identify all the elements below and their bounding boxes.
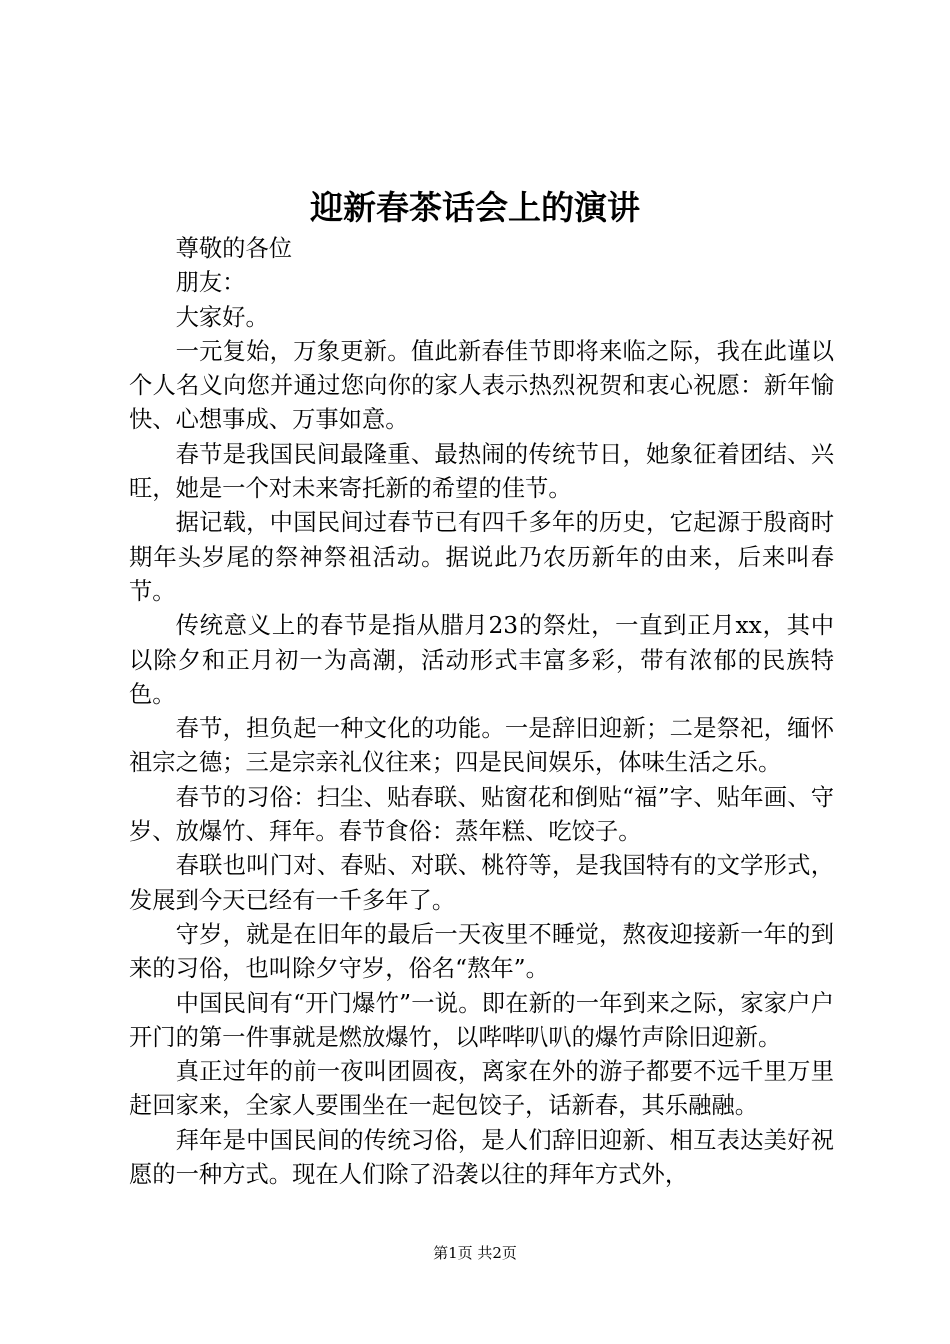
paragraph: 尊敬的各位 (175, 235, 293, 262)
paragraph: 中国民间有“开门爆竹”一说。即在新的一年到来之际，家家户户开门的第一件事就是燃放爆竹，以哔哔叭叭的爆竹声除旧迎新。 (129, 989, 834, 1051)
paragraph: 春节的习俗：扫尘、贴春联、贴窗花和倒贴“福”字、贴年画、守岁、放爆竹、拜年。春节食俗：蒸年糕、吃饺子。 (129, 783, 834, 846)
paragraph: 大家好。 (175, 303, 269, 331)
paragraph: 一元复始，万象更新。值此新春佳节即将来临之际，我在此谨以个人名义向您并通过您向你的家人表示热烈祝贺和衷心祝愿：新年愉快、心想事成、万事如意。 (129, 337, 834, 434)
document-body (129, 232, 834, 1192)
paragraph: 春节，担负起一种文化的功能。一是辞旧迎新；二是祭祀，缅怀祖宗之德；三是宗亲礼仪往来；四是民间娱乐，体味生活之乐。 (129, 715, 834, 777)
paragraph: 拜年是中国民间的传统习俗，是人们辞旧迎新、相互表达美好祝愿的一种方式。现在人们除了沿袭以往的拜年方式外， (129, 1126, 834, 1189)
paragraph: 传统意义上的春节是指从腊月23的祭灶，一直到正月xx，其中以除夕和正月初一为高潮，活动形式丰富多彩，带有浓郁的民族特色。 (129, 612, 834, 708)
paragraph: 守岁，就是在旧年的最后一天夜里不睡觉，熬夜迎接新一年的到来的习俗，也叫除夕守岁，俗名“熬年”。 (129, 920, 834, 983)
page-footer: 第1页 共2页 (433, 1244, 517, 1262)
paragraph: 真正过年的前一夜叫团圆夜，离家在外的游子都要不远千里万里赶回家来，全家人要围坐在一起包饺子，话新春，其乐融融。 (129, 1058, 834, 1120)
paragraph: 据记载，中国民间过春节已有四千多年的历史，它起源于殷商时期年头岁尾的祭神祭祖活动。据说此乃农历新年的由来，后来叫春节。 (129, 509, 834, 605)
paragraph: 朋友： (175, 269, 246, 297)
paragraph: 春联也叫门对、春贴、对联、桃符等，是我国特有的文学形式，发展到今天已经有一千多年了。 (129, 852, 834, 914)
paragraph: 春节是我国民间最隆重、最热闹的传统节日，她象征着团结、兴旺，她是一个对未来寄托新的希望的佳节。 (129, 440, 834, 503)
document-title: 迎新春茶话会上的演讲 (310, 188, 640, 227)
